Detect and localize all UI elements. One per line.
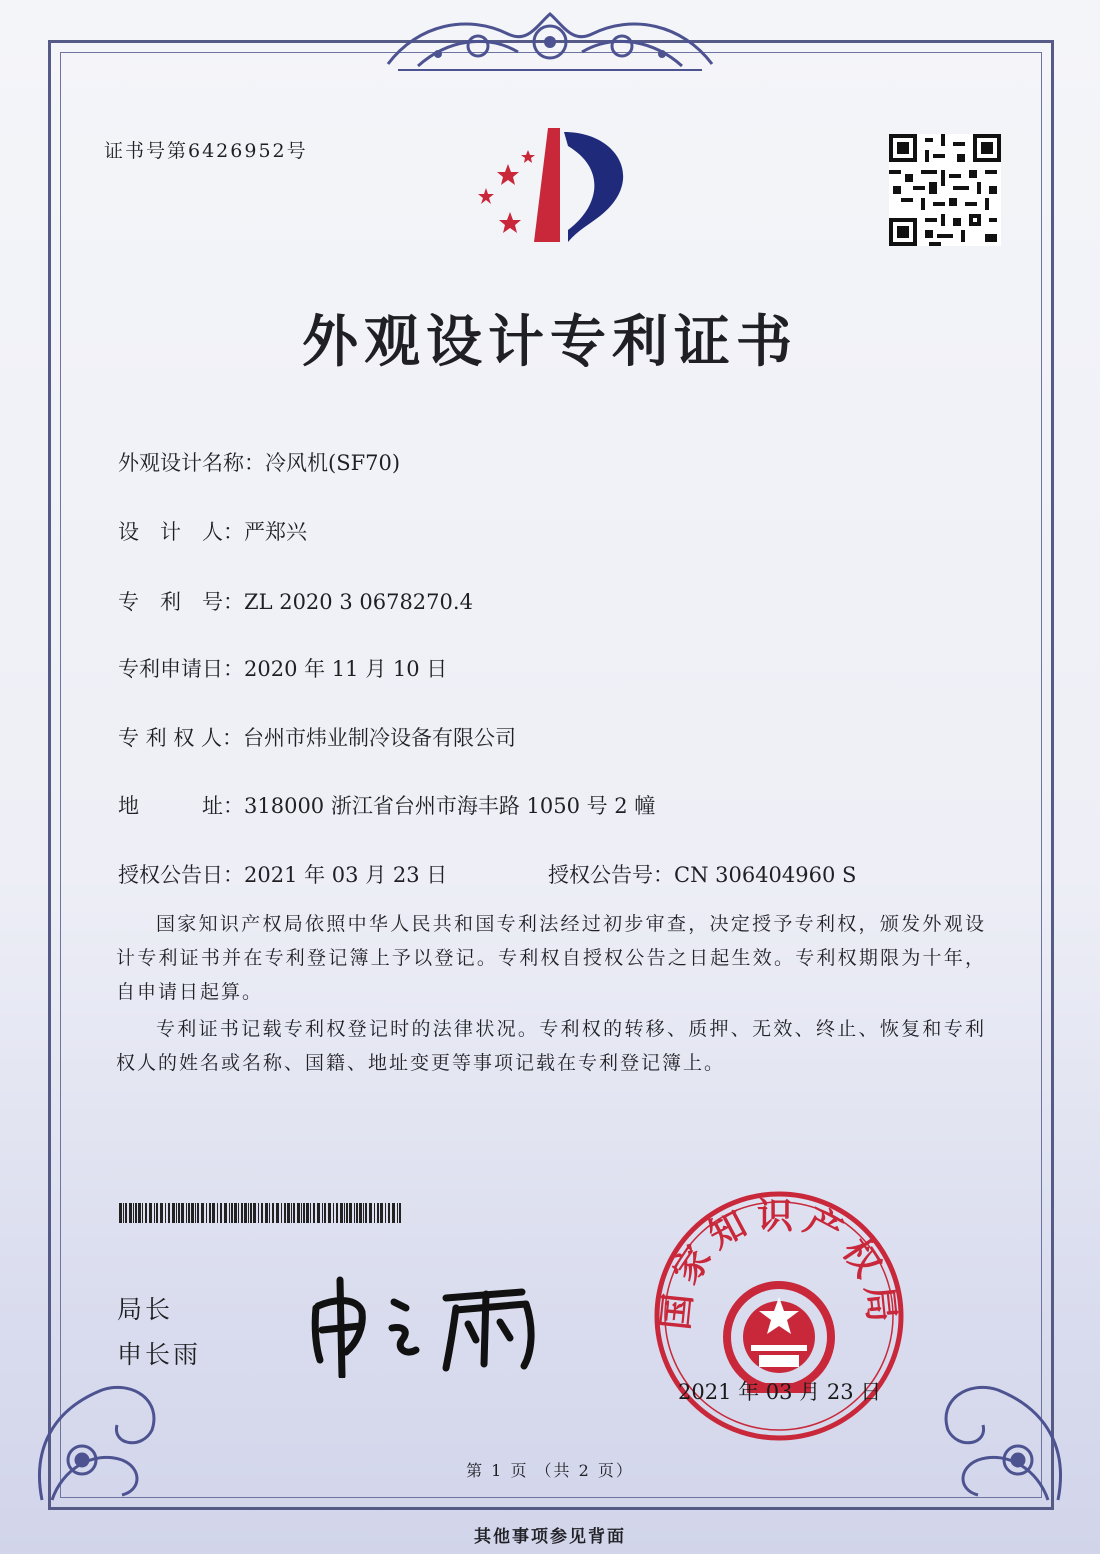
barcode-bar [231,1203,233,1223]
barcode-bar [336,1203,338,1223]
barcode-bar [176,1203,177,1223]
field-label: 地 址： [118,794,244,818]
field-address [118,790,655,820]
barcode-bar [313,1203,315,1223]
barcode-bar [272,1203,274,1223]
barcode-bar [129,1203,132,1223]
qr-code-icon [889,134,1001,246]
ornament-icon [918,1350,1078,1510]
field-value: 严郑兴 [244,520,307,544]
barcode-bar [149,1203,152,1223]
barcode-bar [261,1203,263,1223]
barcode-bar [369,1203,372,1223]
barcode-bar [244,1203,247,1223]
barcode-bar [293,1203,295,1223]
barcode-bar [303,1203,305,1223]
barcode-bar [297,1203,300,1223]
barcode-bar [241,1203,243,1223]
field-value: 台州市炜业制冷设备有限公司 [243,726,517,750]
barcode-bar [344,1203,345,1223]
barcode-bar [310,1203,311,1223]
barcode-bar [138,1203,141,1223]
barcode-bar [317,1203,320,1223]
barcode-bar [212,1203,215,1223]
barcode-bar [281,1203,282,1223]
barcode-bar [206,1203,207,1223]
barcode-bar [201,1203,204,1223]
field-label: 外观设计名称： [118,451,265,475]
barcode-bar [186,1203,187,1223]
certificate-number: 证书号第6426952号 [104,140,308,162]
barcode-bar [238,1203,239,1223]
barcode-bar [349,1203,352,1223]
field-label: 授权公告号： [548,863,674,887]
footer-note: 其他事项参见背面 [474,1527,626,1547]
barcode-bar [388,1203,390,1223]
barcode-bar [142,1203,143,1223]
field-value: 2020 年 11 月 10 日 [244,657,448,681]
barcode-bar [276,1203,279,1223]
page-number: 第 1 页 （共 2 页） [466,1461,634,1480]
barcode-bar [363,1203,364,1223]
field-label: 授权公告日： [118,863,244,887]
field-designer [118,516,307,546]
barcode-bar [154,1203,155,1223]
barcode-bar [380,1203,383,1223]
barcode-bar [356,1203,358,1223]
field-label: 专 利 权 人： [118,726,244,750]
barcode-bar [291,1203,292,1223]
barcode-bar [125,1203,127,1223]
barcode-bar [397,1203,398,1223]
barcode-bar [265,1203,268,1223]
seal-text: 国家知识产权局 [655,1196,903,1332]
barcode-bar [234,1203,237,1223]
legal-status-paragraph: 专利证书记载专利权登记时的法律状况。专利权的转移、质押、无效、终止、恢复和专利权人的姓名或名称、国籍、地址变更等事项记载在专利登记簿上。 [116,1018,986,1074]
barcode-bar [229,1203,230,1223]
barcode-bar [224,1203,227,1223]
barcode-bar [248,1203,249,1223]
barcode-bar [346,1203,348,1223]
ornament-icon [22,1350,182,1510]
barcode-bar [322,1203,323,1223]
field-value: ZL 2020 3 0678270.4 [244,590,473,614]
barcode-bar [328,1203,331,1223]
signature-icon [296,1268,556,1378]
barcode-bar [156,1203,158,1223]
barcode-bar [197,1203,199,1223]
barcode-bar [250,1203,252,1223]
barcode-bar [209,1203,211,1223]
barcode-bar [392,1203,395,1223]
field-label: 设 计 人： [118,520,244,544]
barcode-bar [306,1203,309,1223]
barcode-bar [399,1203,401,1223]
field-application-date [118,653,447,683]
field-value: 318000 浙江省台州市海丰路 1050 号 2 幢 [244,794,656,818]
barcode-bar [195,1203,196,1223]
barcode-bar [340,1203,343,1223]
barcode-bar [374,1203,375,1223]
barcode-bar [253,1203,256,1223]
barcode-bar [145,1203,147,1223]
official-seal-icon [651,1187,907,1445]
barcode-bar [191,1203,194,1223]
barcode-bar [377,1203,379,1223]
field-value: 2021 年 03 月 23 日 [244,863,448,887]
field-label: 专 利 号： [118,590,244,614]
barcode-bar [354,1203,355,1223]
certificate-title: 外观设计专利证书 [302,310,798,375]
barcode-bar [217,1203,218,1223]
field-label: 专利申请日： [118,657,244,681]
barcode-bar [284,1203,286,1223]
barcode-bar [269,1203,270,1223]
field-announcement-date [118,859,447,889]
barcode-bar [333,1203,334,1223]
barcode-bar [385,1203,386,1223]
seal-date: 2021 年 03 月 23 日 [678,1380,882,1404]
barcode-bar [365,1203,367,1223]
barcode-bar [119,1203,122,1223]
field-value: CN 306404960 S [674,863,857,887]
grant-paragraph: 国家知识产权局依照中华人民共和国专利法经过初步审查，决定授予专利权，颁发外观设计专利证书并在专利登记簿上予以登记。专利权自授权公告之日起生效。专利权期限为十年，自申请日起算。 [116,913,986,1003]
field-design-name [118,447,400,477]
barcode-bar [181,1203,184,1223]
cnipa-logo-icon [468,120,638,250]
barcode-bar [178,1203,180,1223]
barcode-bar [168,1203,170,1223]
barcode-bar [188,1203,190,1223]
barcode-bar [135,1203,137,1223]
field-patent-number [118,586,473,616]
field-patentee [118,722,516,752]
barcode-bar [324,1203,326,1223]
barcode-bar [258,1203,259,1223]
ornament-icon [378,4,722,76]
director-title: 局长 [117,1295,174,1324]
barcode-bar [123,1203,124,1223]
barcode-bar [359,1203,362,1223]
director-name: 申长雨 [117,1340,202,1369]
barcode-bar [172,1203,175,1223]
barcode-bar [133,1203,134,1223]
field-announcement-number [548,859,856,889]
barcode-bar [220,1203,222,1223]
barcode-bar [160,1203,163,1223]
barcode-bar [287,1203,290,1223]
barcode-icon [119,1203,402,1223]
barcode-bar [301,1203,302,1223]
barcode-bar [165,1203,166,1223]
field-value: 冷风机(SF70) [265,451,401,475]
